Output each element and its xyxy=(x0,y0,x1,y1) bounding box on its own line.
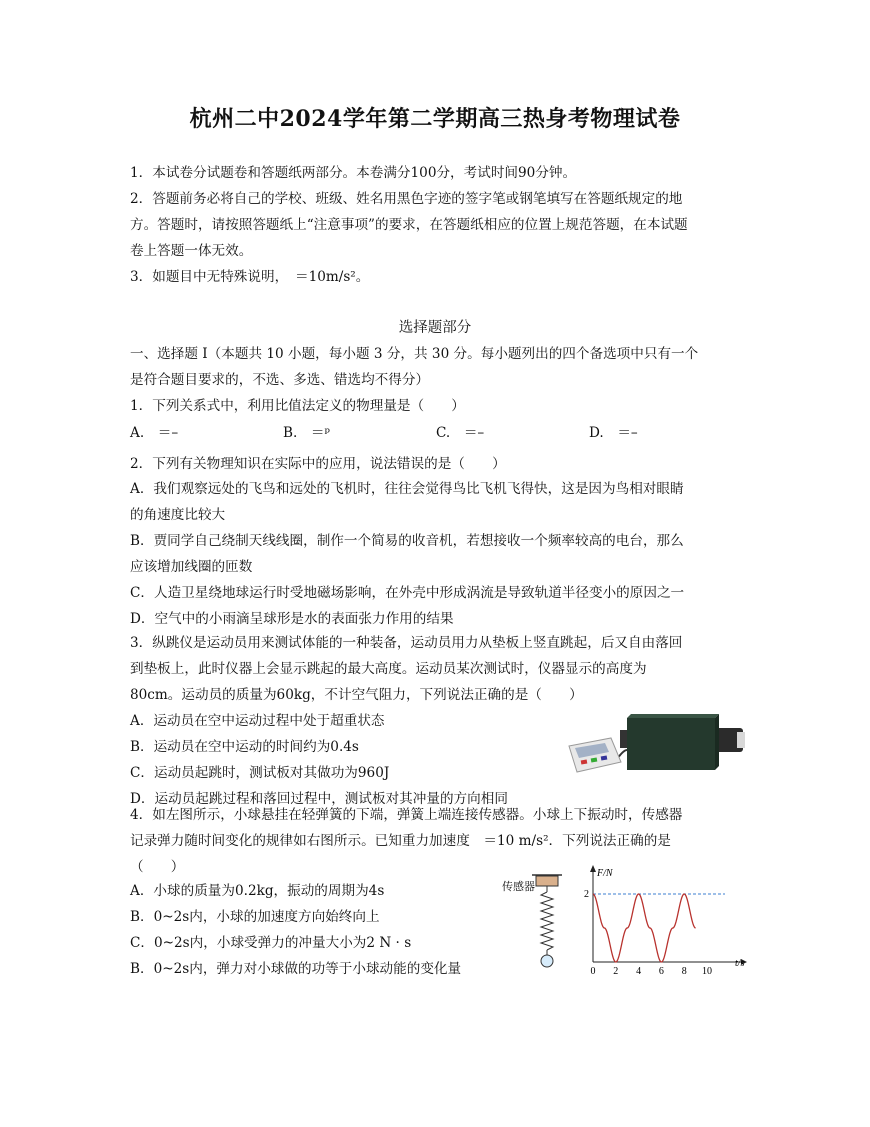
question-3-option-c[interactable]: C．运动员起跳时，测试板对其做功为960J xyxy=(130,765,390,781)
question-4-line: 记录弹力随时间变化的规律如右图所示。已知重力加速度 ＝10 m/s²．下列说法正确的是 xyxy=(130,833,671,849)
page-title: 杭州二中2024学年第二学期高三热身考物理试卷 xyxy=(189,106,681,132)
question-3-option-b[interactable]: B．运动员在空中运动的时间约为0.4s xyxy=(130,739,359,755)
question-2-stem: 2．下列有关物理知识在实际中的应用，说法错误的是（ ） xyxy=(130,456,506,472)
question-3-line: 80cm。运动员的质量为60kg，不计空气阻力，下列说法正确的是（ ） xyxy=(130,687,583,703)
instruction-line: 3．如题目中无特殊说明， ＝10m/s²。 xyxy=(130,269,370,285)
option-a[interactable]: A. ＝– xyxy=(130,425,179,441)
question-2-line: 应该增加线圈的匝数 xyxy=(130,559,253,575)
question-2-line: C．人造卫星绕地球运行时受地磁场影响，在外壳中形成涡流是导致轨道半径变小的原因之一 xyxy=(130,585,685,601)
y-axis-arrow xyxy=(590,865,596,872)
question-2-line: B．贾同学自己绕制天线线圈，制作一个简易的收音机，若想接收一个频率较高的电台，那么 xyxy=(130,533,684,549)
x-tick-label: 8 xyxy=(681,966,687,977)
question-4-option-b[interactable]: B．0~2s内，小球的加速度方向始终向上 xyxy=(130,909,380,925)
jump-tester-image xyxy=(565,710,750,786)
question-3-option-d[interactable]: D．运动员起跳过程和落回过程中，测试板对其冲量的方向相同 xyxy=(130,791,508,807)
series-curve-0 xyxy=(593,894,696,962)
part-header: 是符合题目要求的，不选、多选、错选均不得分） xyxy=(130,372,430,388)
part-header: 一、选择题 I（本题共 10 小题，每小题 3 分，共 30 分。每小题列出的四个备选项中只有一个 xyxy=(130,346,699,362)
question-2-line: 的角速度比较大 xyxy=(130,507,226,523)
question-1-stem: 1．下列关系式中，利用比值法定义的物理量是（ ） xyxy=(130,398,465,414)
section-title: 选择题部分 xyxy=(398,320,472,336)
option-c[interactable]: C. ＝– xyxy=(436,425,485,441)
question-3-line: 3．纵跳仪是运动员用来测试体能的一种装备，运动员用力从垫板上竖直跳起，后又自由落回 xyxy=(130,635,683,651)
question-3-line: 到垫板上，此时仪器上会显示跳起的最大高度。运动员某次测试时，仪器显示的高度为 xyxy=(130,661,647,677)
question-4-option-d[interactable]: B．0~2s内，弹力对小球做的功等于小球动能的变化量 xyxy=(130,961,462,977)
question-4-option-a[interactable]: A．小球的质量为0.2kg，振动的周期为4s xyxy=(130,883,385,899)
question-4-line: （ ） xyxy=(130,859,185,875)
x-tick-label: 2 xyxy=(613,966,619,977)
question-3-option-a[interactable]: A．运动员在空中运动过程中处于超重状态 xyxy=(130,713,385,729)
x-tick-label: 6 xyxy=(658,966,664,977)
force-time-chart xyxy=(575,860,750,978)
question-4-line: 4．如左图所示，小球悬挂在轻弹簧的下端，弹簧上端连接传感器。小球上下振动时，传感器 xyxy=(130,807,683,823)
option-d[interactable]: D. ＝– xyxy=(589,425,638,441)
spring-sensor-diagram xyxy=(500,866,570,978)
question-4-option-c[interactable]: C．0~2s内，小球受弹力的冲量大小为2 N · s xyxy=(130,935,412,951)
x-tick-label: 4 xyxy=(636,966,642,977)
sensor-label: 传感器 xyxy=(502,881,535,893)
x-axis-label: t/s xyxy=(735,958,745,969)
y-tick-label: 2 xyxy=(584,889,589,900)
instruction-line: 1．本试卷分试题卷和答题纸两部分。本卷满分100分，考试时间90分钟。 xyxy=(130,165,577,181)
instruction-line: 方。答题时，请按照答题纸上“注意事项”的要求，在答题纸相应的位置上规范答题，在本试题 xyxy=(130,217,688,233)
x-tick-label: 10 xyxy=(702,966,712,977)
question-1-options xyxy=(130,420,742,446)
question-2-line: A．我们观察远处的飞鸟和远处的飞机时，往往会觉得鸟比飞机飞得快，这是因为鸟相对眼睛 xyxy=(130,481,684,497)
instruction-line: 卷上答题一体无效。 xyxy=(130,243,253,259)
instruction-line: 2．答题前务必将自己的学校、班级、姓名用黑色字迹的签字笔或钢笔填写在答题纸规定的地 xyxy=(130,191,683,207)
x-tick-label: 0 xyxy=(590,966,596,977)
option-b[interactable]: B. ＝ᵖ xyxy=(283,425,330,441)
question-2-line: D．空气中的小雨滴呈球形是水的表面张力作用的结果 xyxy=(130,611,454,627)
y-axis-label: F/N xyxy=(597,868,613,879)
